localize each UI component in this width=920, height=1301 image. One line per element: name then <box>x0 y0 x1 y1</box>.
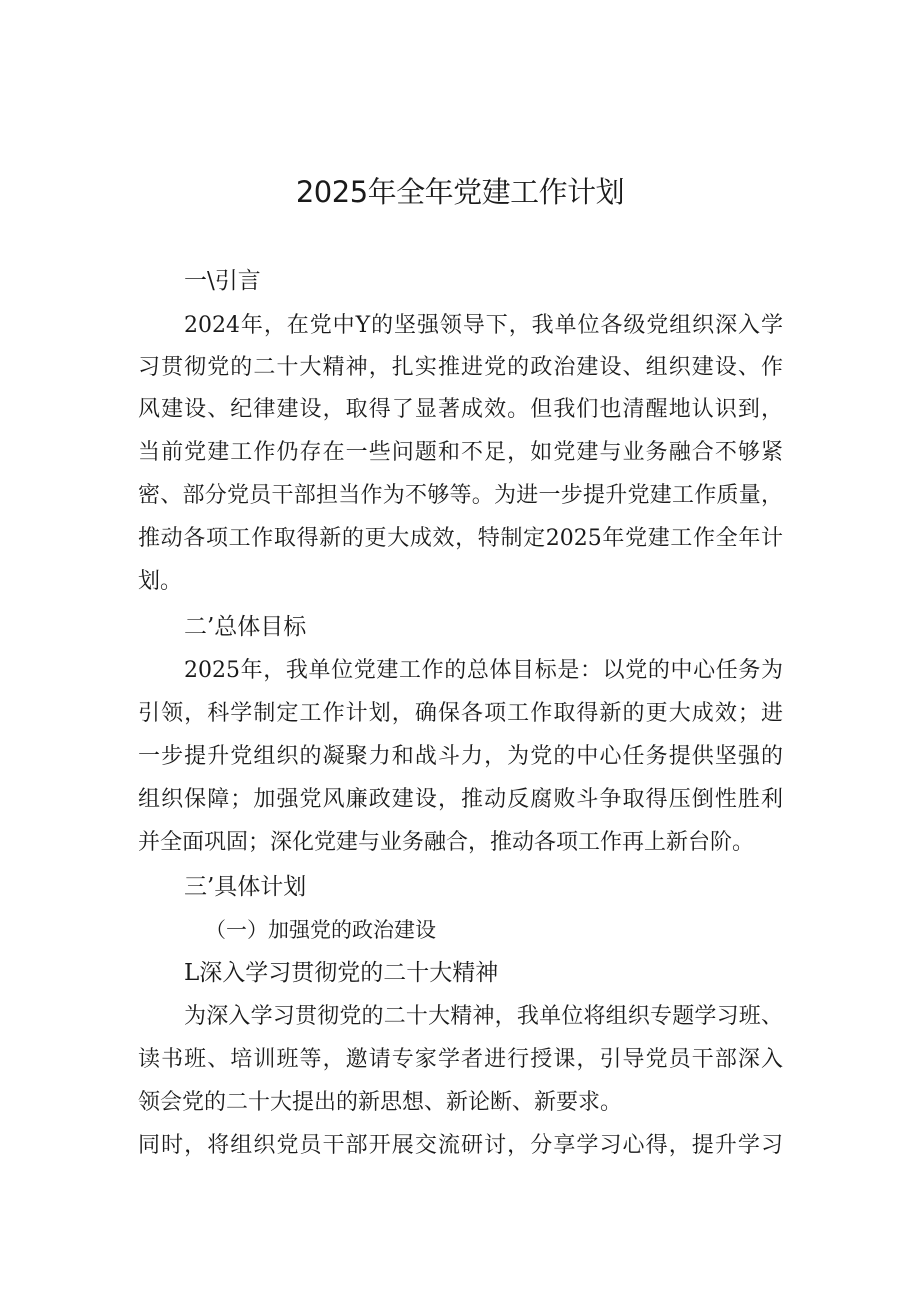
paragraph-line: 领会党的二十大提出的新思想、新论断、新要求。 <box>138 1090 623 1115</box>
paragraph-line: 一步提升党组织的凝聚力和战斗力，为党的中心任务提供坚强的 <box>138 744 783 769</box>
section-heading-goal: 二’总体目标 <box>184 614 307 640</box>
paragraph-line: 2025年，我单位党建工作的总体目标是：以党的中心任务为 <box>184 658 783 683</box>
document-title: 2025年全年党建工作计划 <box>295 175 625 209</box>
paragraph-line: 密、部分党员干部担当作为不够等。为进一步提升党建工作质量， <box>138 483 783 508</box>
subsection-heading: （一）加强党的政治建设 <box>205 918 436 942</box>
paragraph-line: 划。 <box>138 569 183 594</box>
paragraph-line: 读书班、培训班等，邀请专家学者进行授课，引导党员干部深入 <box>138 1047 783 1072</box>
item-title: L深入学习贯彻党的二十大精神 <box>184 960 499 986</box>
paragraph-line: 为深入学习贯彻党的二十大精神，我单位将组织专题学习班、 <box>184 1004 783 1029</box>
section-heading-intro: 一\引言 <box>184 268 261 294</box>
paragraph-line: 组织保障；加强党风廉政建设，推动反腐败斗争取得压倒性胜利 <box>138 787 783 812</box>
paragraph-line: 引领，科学制定工作计划，确保各项工作取得新的更大成效；进 <box>138 701 783 726</box>
paragraph-line: 习贯彻党的二十大精神，扎实推进党的政治建设、组织建设、作 <box>138 355 783 380</box>
section-heading-plan: 三’具体计划 <box>184 874 307 900</box>
paragraph-line: 2024年，在党中Y的坚强领导下，我单位各级党组织深入学 <box>184 313 783 338</box>
paragraph-line: 风建设、纪律建设，取得了显著成效。但我们也清醒地认识到， <box>138 397 783 422</box>
paragraph-line: 当前党建工作仍存在一些问题和不足，如党建与业务融合不够紧 <box>138 440 783 465</box>
paragraph-line: 推动各项工作取得新的更大成效，特制定2025年党建工作全年计 <box>138 526 783 551</box>
paragraph-line: 同时，将组织党员干部开展交流研讨，分享学习心得，提升学习 <box>138 1133 783 1158</box>
paragraph-line: 并全面巩固；深化党建与业务融合，推动各项工作再上新台阶。 <box>138 830 755 855</box>
